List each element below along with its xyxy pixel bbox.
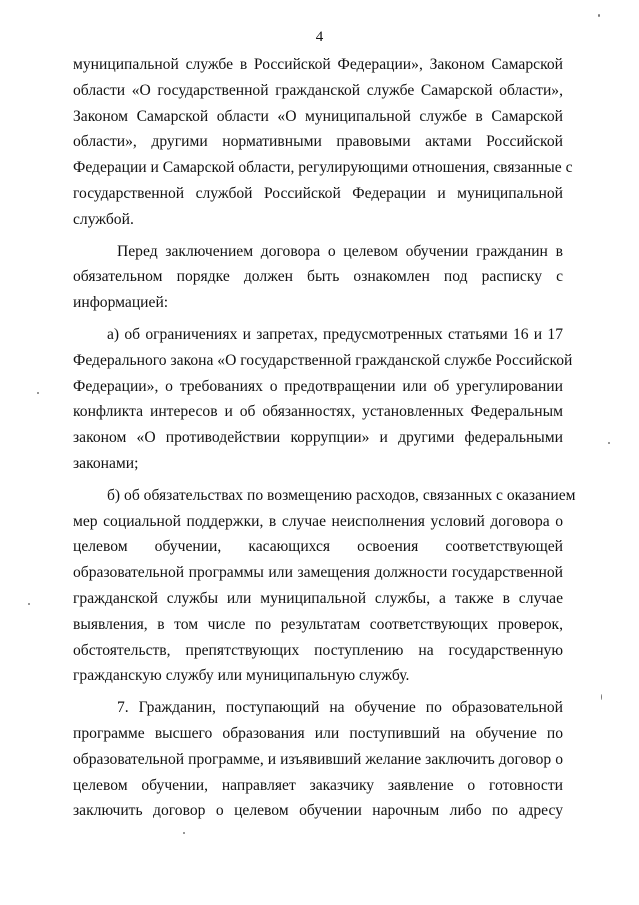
text-line: законами; xyxy=(73,454,139,472)
paragraph-item-7 xyxy=(73,695,563,824)
text-line: программе высшего образования или поступивший на обучение по xyxy=(73,724,563,742)
document-body xyxy=(73,52,576,824)
text-line: конфликта интересов и об обязанностях, установленных Федеральным xyxy=(73,403,563,421)
text-line: образовательной программы или замещения должности государственной xyxy=(73,564,563,582)
text-line: законом «О противодействии коррупции» и другими федеральными xyxy=(73,429,563,447)
page-number: 4 xyxy=(315,29,324,45)
text-line: а) об ограничениях и запретах, предусмотренных статьями 16 и 17 xyxy=(107,325,563,343)
paragraph-item-a xyxy=(73,322,573,477)
text-line: Законом Самарской области «О муниципальной службе в Самарской xyxy=(73,107,563,125)
text-line: Федерации и Самарской области, регулирующими отношения, связанные с xyxy=(73,159,573,177)
scan-speck xyxy=(598,14,600,17)
text-line: Перед заключением договора о целевом обучении гражданин в xyxy=(117,242,563,260)
text-line: образовательной программе, и изъявивший желание заключить договор о xyxy=(73,750,563,768)
paragraph-continuation xyxy=(73,52,573,233)
scan-speck xyxy=(608,442,610,444)
text-line: информацией: xyxy=(73,294,169,312)
text-line: гражданской службы или муниципальной службы, а также в случае xyxy=(73,589,563,607)
text-line: государственной службой Российской Федерации и муниципальной xyxy=(73,184,563,202)
text-line: целевом обучении, направляет заказчику заявление о готовности xyxy=(73,776,563,794)
text-line: обстоятельств, препятствующих поступлению на государственную xyxy=(73,641,563,659)
text-line: мер социальной поддержки, в случае неисполнения условий договора о xyxy=(73,512,563,530)
text-line: целевом обучении, касающихся освоения соответствующей xyxy=(73,538,563,556)
scan-speck xyxy=(183,832,185,834)
scan-speck xyxy=(28,603,30,605)
text-line: области «О государственной гражданской службе Самарской области», xyxy=(73,81,563,99)
text-line: Федерации», о требованиях о предотвращении или об урегулировании xyxy=(73,377,563,395)
text-line: гражданскую службу или муниципальную службу. xyxy=(73,667,410,685)
text-line: обязательном порядке должен быть ознакомлен под расписку с xyxy=(73,268,563,286)
paragraph-item-b xyxy=(73,483,576,689)
paragraph-acquaintance xyxy=(73,239,563,316)
scan-speck xyxy=(37,392,39,394)
text-line: выявления, в том числе по результатам соответствующих проверок, xyxy=(73,615,563,633)
scan-speck xyxy=(601,694,602,700)
text-line: службой. xyxy=(73,210,134,228)
text-line: муниципальной службе в Российской Федерации», Законом Самарской xyxy=(73,56,563,73)
text-line: Федерального закона «О государственной гражданской службе Российской xyxy=(73,351,573,369)
text-line: области», другими нормативными правовыми актами Российской xyxy=(73,133,563,151)
text-line: заключить договор о целевом обучении нарочным либо по адресу xyxy=(73,802,563,820)
text-line: б) об обязательствах по возмещению расходов, связанных с оказанием xyxy=(107,486,576,504)
text-line: 7. Гражданин, поступающий на обучение по образовательной xyxy=(117,699,563,717)
